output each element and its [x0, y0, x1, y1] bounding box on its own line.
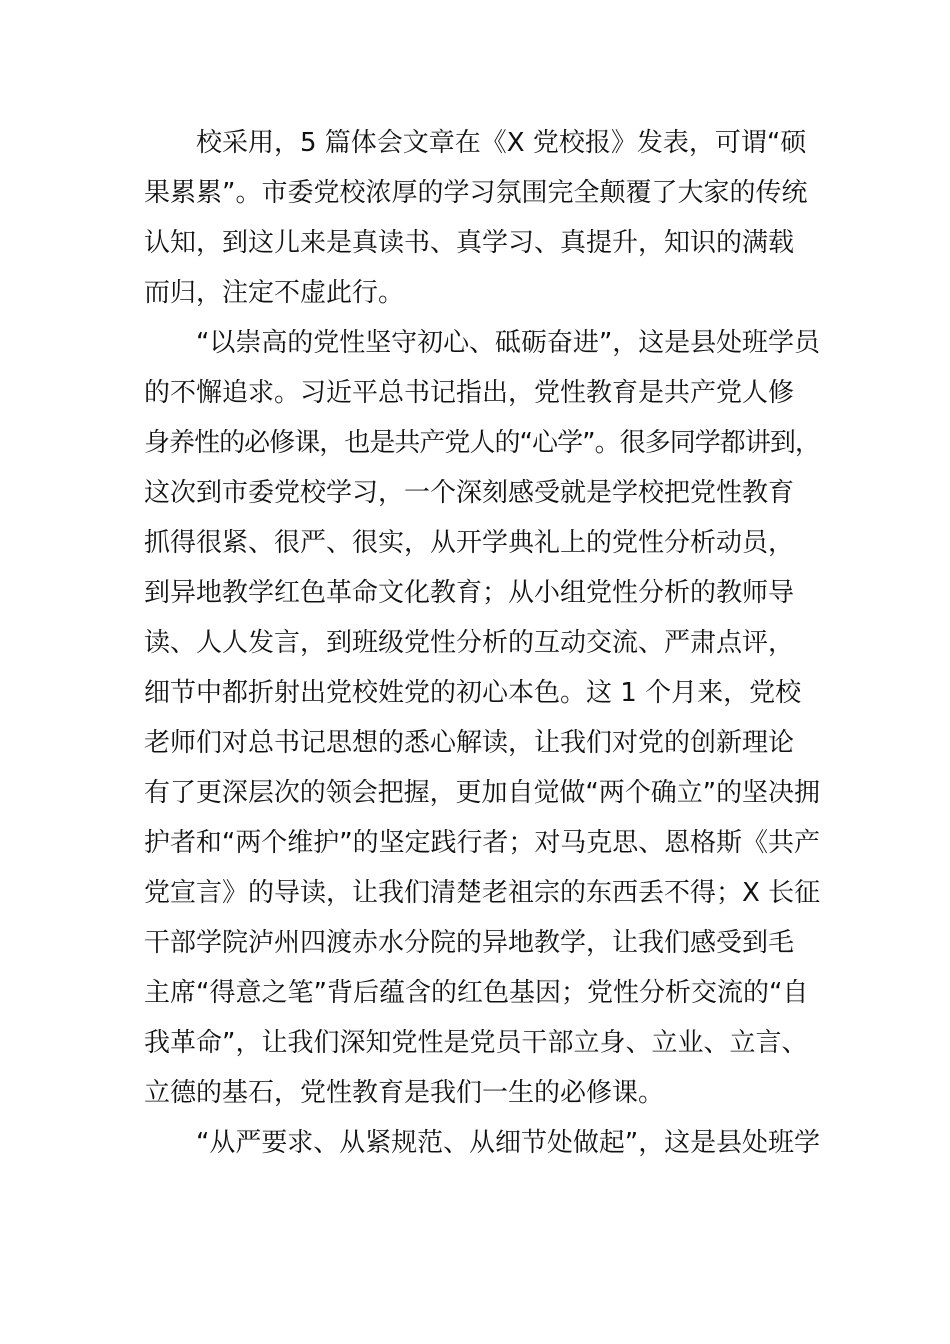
- text-line: “以崇高的党性坚守初心、砥砺奋进”，这是县处班学员: [196, 328, 820, 358]
- text-line: 抓得很紧、很严、很实，从开学典礼上的党性分析动员，: [144, 528, 795, 558]
- text-line: 干部学院泸州四渡赤水分院的异地教学，让我们感受到毛: [144, 928, 795, 958]
- text-line: 有了更深层次的领会把握，更加自觉做“两个确立”的坚决拥: [144, 778, 820, 808]
- text-line: 立德的基石，党性教育是我们一生的必修课。: [144, 1078, 665, 1108]
- text-line: 细节中都折射出党校姓党的初心本色。这 1 个月来，党校: [144, 678, 802, 708]
- text-line: 到异地教学红色革命文化教育；从小组党性分析的教师导: [144, 578, 795, 608]
- text-line: 的不懈追求。习近平总书记指出，党性教育是共产党人修: [144, 378, 795, 408]
- text-line: 老师们对总书记思想的悉心解读，让我们对党的创新理论: [144, 728, 795, 758]
- text-line: 这次到市委党校学习，一个深刻感受就是学校把党性教育: [144, 478, 795, 508]
- text-line: 护者和“两个维护”的坚定践行者；对马克思、恩格斯《共产: [144, 828, 820, 858]
- text-line: 校采用，5 篇体会文章在《X 党校报》发表，可谓“硕: [196, 128, 807, 158]
- text-line: 认知，到这儿来是真读书、真学习、真提升，知识的满载: [144, 228, 795, 258]
- text-line: 主席“得意之笔”背后蕴含的红色基因；党性分析交流的“自: [144, 978, 809, 1008]
- text-line: 果累累”。市委党校浓厚的学习氛围完全颠覆了大家的传统: [144, 178, 808, 208]
- text-line: “从严要求、从紧规范、从细节处做起”，这是县处班学: [196, 1128, 820, 1158]
- text-line: 身养性的必修课，也是共产党人的“心学”。很多同学都讲到，: [144, 428, 820, 458]
- text-line: 我革命”，让我们深知党性是党员干部立身、立业、立言、: [144, 1028, 808, 1058]
- text-line: 而归，注定不虚此行。: [144, 278, 405, 308]
- text-line: 读、人人发言，到班级党性分析的互动交流、严肃点评，: [144, 628, 795, 658]
- text-line: 党宣言》的导读，让我们清楚老祖宗的东西丢不得；X 长征: [144, 878, 821, 908]
